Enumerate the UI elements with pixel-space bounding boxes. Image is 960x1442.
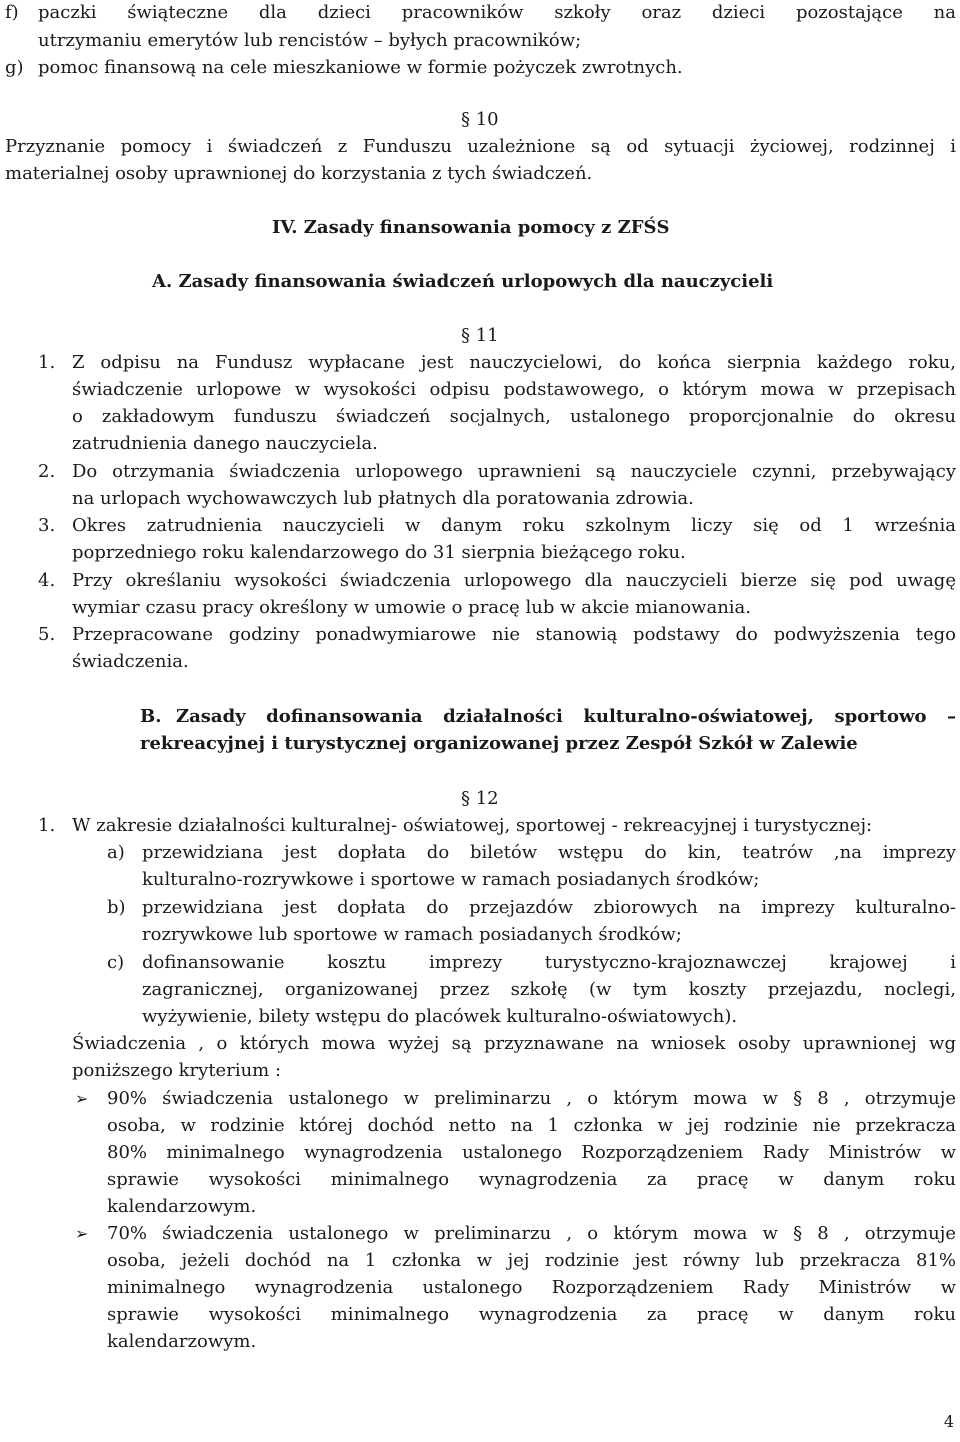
p12-intro: W zakresie działalności kulturalnej- oświatowej, sportowej - rekreacyjnej i turystycznej:: [72, 815, 873, 836]
page-number: 4: [943, 1412, 954, 1431]
bullet1-line3: 80% minimalnego wynagrodzenia ustalonego Rozporządzeniem Rady Ministrów w: [107, 1142, 956, 1163]
section-b-label: B.: [140, 706, 162, 727]
p12-sub-a-line1: przewidziana jest dopłata do biletów wstępu do kin, teatrów ,na imprezy: [142, 842, 956, 863]
bullet2-line5: kalendarzowym.: [107, 1331, 257, 1352]
p12-sub-c-label: c): [107, 952, 125, 973]
p11-item5-num: 5.: [38, 624, 56, 645]
item-f-line1: paczki świąteczne dla dzieci pracowników szkoły oraz dzieci pozostające na: [38, 2, 956, 23]
paragraph-10-mark: § 10: [461, 109, 499, 130]
p11-item3-line2: poprzedniego roku kalendarzowego do 31 sierpnia bieżącego roku.: [72, 542, 686, 563]
p11-item1-num: 1.: [38, 352, 56, 373]
bullet2-line3: minimalnego wynagrodzenia ustalonego Rozporządzeniem Rady Ministrów w: [107, 1277, 956, 1298]
p12-criteria-line2: poniższego kryterium :: [72, 1060, 282, 1081]
item-g-label: g): [5, 57, 24, 78]
bullet-arrow-icon: ➢: [75, 1224, 89, 1243]
section-b-line2: rekreacyjnej i turystycznej organizowanej przez Zespół Szkół w Zalewie: [140, 733, 858, 754]
bullet2-line4: sprawie wysokości minimalnego wynagrodzenia za pracę w danym roku: [107, 1304, 956, 1325]
p11-item2-num: 2.: [38, 461, 56, 482]
item-g-line1: pomoc finansową na cele mieszkaniowe w formie pożyczek zwrotnych.: [38, 57, 683, 78]
p11-item5-line2: świadczenia.: [72, 651, 189, 672]
p11-item1-line2: świadczenie urlopowe w wysokości odpisu podstawowego, o którym mowa w przepisach: [72, 379, 956, 400]
p11-item3-num: 3.: [38, 515, 56, 536]
bullet1-line2: osoba, w rodzinie której dochód netto na 1 członka w jej rodzinie nie przekracza: [107, 1115, 956, 1136]
bullet1-line4: sprawie wysokości minimalnego wynagrodzenia za pracę w danym roku: [107, 1169, 956, 1190]
section-b-line1: Zasady dofinansowania działalności kulturalno-oświatowej, sportowo –: [176, 706, 956, 727]
p11-item4-line1: Przy określaniu wysokości świadczenia urlopowego dla nauczycieli bierze się pod uwagę: [72, 570, 956, 591]
p11-item4-num: 4.: [38, 570, 56, 591]
bullet1-line1: 90% świadczenia ustalonego w preliminarzu , o którym mowa w § 8 , otrzymuje: [107, 1088, 956, 1109]
bullet-arrow-icon: ➢: [75, 1089, 89, 1108]
p12-sub-b-line1: przewidziana jest dopłata do przejazdów zbiorowych na imprezy kulturalno-: [142, 897, 956, 918]
p12-sub-b-line2: rozrywkowe lub sportowe w ramach posiadanych środków;: [142, 924, 682, 945]
p12-sub-b-label: b): [107, 897, 126, 918]
p11-item2-line2: na urlopach wychowawczych lub płatnych dla poratowania zdrowia.: [72, 488, 694, 509]
section-a-heading: A. Zasady finansowania świadczeń urlopowych dla nauczycieli: [152, 271, 774, 292]
p12-criteria-line1: Świadczenia , o których mowa wyżej są przyznawane na wniosek osoby uprawnionej wg: [72, 1033, 956, 1054]
p12-sub-a-label: a): [107, 842, 125, 863]
section-iv-heading: IV. Zasady finansowania pomocy z ZFŚS: [272, 217, 670, 238]
p12-sub-c-line2: zagranicznej, organizowanej przez szkołę (w tym koszty przejazdu, noclegi,: [142, 979, 956, 1000]
p11-item1-line1: Z odpisu na Fundusz wypłacane jest nauczycielowi, do końca sierpnia każdego roku,: [72, 352, 956, 373]
p12-sub-a-line2: kulturalno-rozrywkowe i sportowe w ramach posiadanych środków;: [142, 869, 760, 890]
p12-intro-num: 1.: [38, 815, 56, 836]
p11-item1-line3: o zakładowym funduszu świadczeń socjalnych, ustalonego proporcjonalnie do okresu: [72, 406, 956, 427]
p11-item2-line1: Do otrzymania świadczenia urlopowego uprawnieni są nauczyciele czynni, przebywający: [72, 461, 956, 482]
paragraph-10-line1: Przyznanie pomocy i świadczeń z Funduszu uzależnione są od sytuacji życiowej, rodzinnej i: [5, 136, 956, 157]
item-f-label: f): [5, 2, 19, 23]
p11-item1-line4: zatrudnienia danego nauczyciela.: [72, 433, 378, 454]
paragraph-11-mark: § 11: [461, 325, 499, 346]
bullet1-line5: kalendarzowym.: [107, 1196, 257, 1217]
bullet2-line1: 70% świadczenia ustalonego w preliminarzu , o którym mowa w § 8 , otrzymuje: [107, 1223, 956, 1244]
p12-sub-c-line3: wyżywienie, bilety wstępu do placówek kulturalno-oświatowych).: [142, 1006, 738, 1027]
p11-item3-line1: Okres zatrudnienia nauczycieli w danym roku szkolnym liczy się od 1 września: [72, 515, 956, 536]
paragraph-10-line2: materialnej osoby uprawnionej do korzystania z tych świadczeń.: [5, 163, 593, 184]
p11-item5-line1: Przepracowane godziny ponadwymiarowe nie stanowią podstawy do podwyższenia tego: [72, 624, 956, 645]
item-f-line2: utrzymaniu emerytów lub rencistów – byłych pracowników;: [38, 30, 582, 51]
paragraph-12-mark: § 12: [461, 788, 499, 809]
bullet2-line2: osoba, jeżeli dochód na 1 członka w jej rodzinie jest równy lub przekracza 81%: [107, 1250, 956, 1271]
p11-item4-line2: wymiar czasu pracy określony w umowie o pracę lub w akcie mianowania.: [72, 597, 751, 618]
p12-sub-c-line1: dofinansowanie kosztu imprezy turystyczno-krajoznawczej krajowej i: [142, 952, 956, 973]
